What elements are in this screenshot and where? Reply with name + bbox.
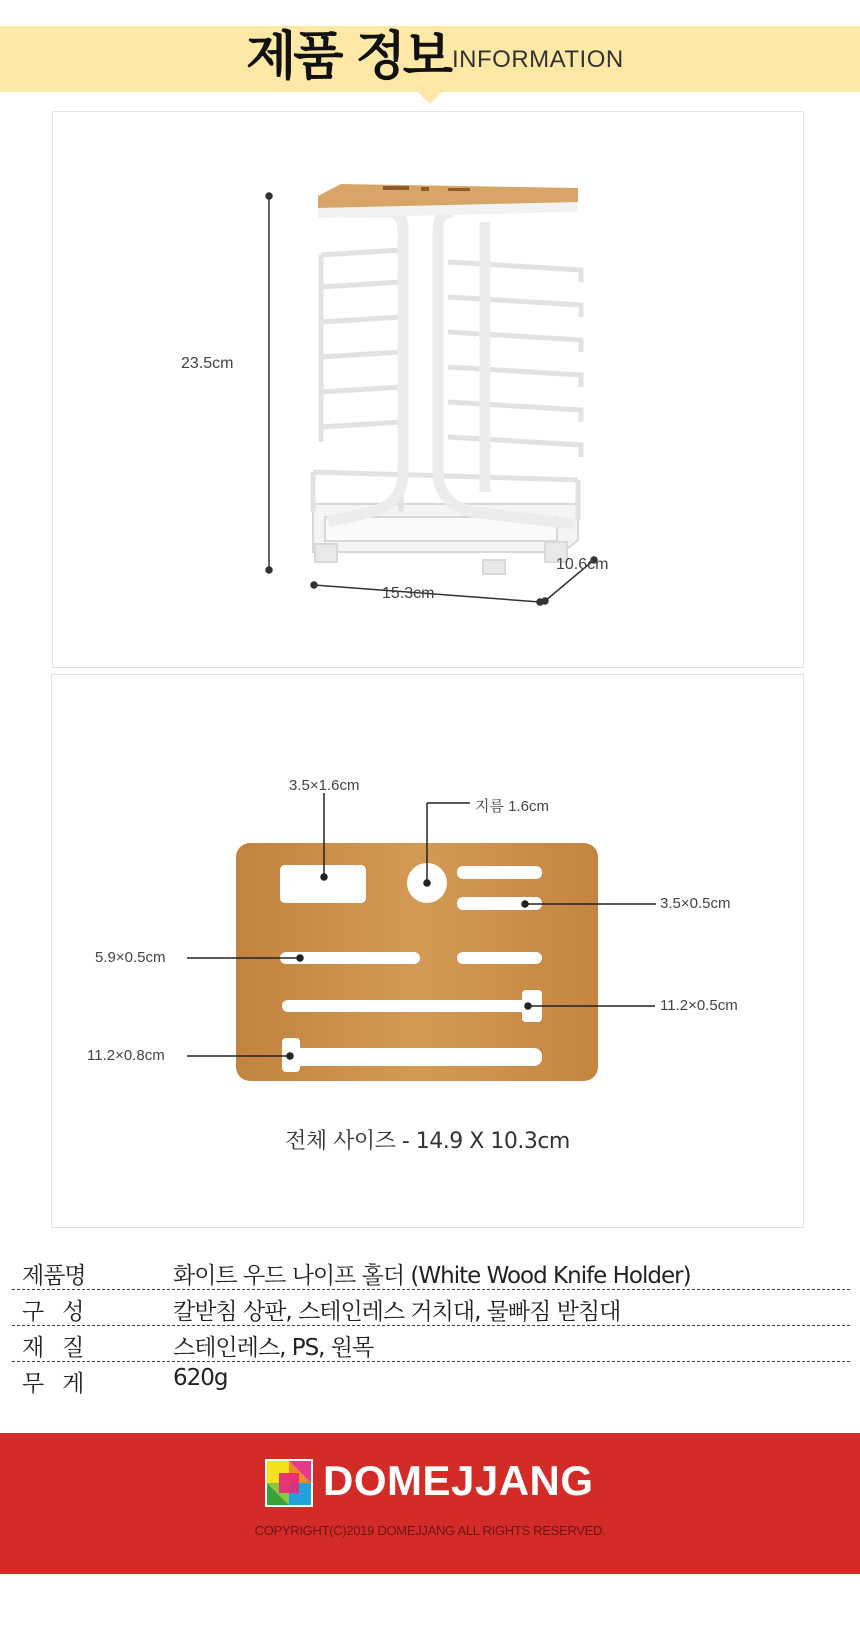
board-dimensions-panel (51, 674, 804, 1228)
wire-rack (313, 250, 581, 520)
spec-row (12, 1362, 850, 1397)
header-pointer (418, 92, 442, 104)
knife-holder-illustration (53, 112, 803, 667)
product-dimensions-panel (52, 111, 804, 668)
slot-left-middle-label: 5.9×0.5cm (95, 949, 166, 966)
section-subtitle: INFORMATION (452, 46, 624, 73)
spec-value: 620g (173, 1365, 228, 1391)
copyright-text: COPYRIGHT(C)2019 DOMEJJANG ALL RIGHTS RESERVED. (254, 1523, 606, 1538)
section-header (0, 26, 860, 92)
hole-diameter-label: 지름 1.6cm (475, 798, 549, 815)
spec-label: 구 성 (22, 1299, 84, 1325)
spec-label: 무 게 (22, 1371, 84, 1397)
spec-row (12, 1290, 850, 1326)
width-dimension-label: 15.3cm (382, 585, 435, 602)
slot-right-upper-label: 3.5×0.5cm (660, 895, 731, 912)
slot-top-left-label: 3.5×1.6cm (289, 777, 360, 794)
spec-label: 제품명 (22, 1263, 86, 1289)
section-title: 제품 정보 (246, 27, 451, 87)
spec-table (12, 1254, 850, 1397)
spec-row (12, 1326, 850, 1362)
spec-row (12, 1254, 850, 1290)
slot-long-lower-label: 11.2×0.8cm (87, 1047, 165, 1064)
brand-logo-icon (265, 1459, 313, 1507)
brand-name: DOMEJJANG (323, 1457, 594, 1504)
height-dimension-label: 23.5cm (181, 355, 234, 372)
depth-dimension-label: 10.6cm (556, 556, 609, 573)
spec-value: 스테인레스, PS, 원목 (173, 1335, 374, 1361)
spec-value: 칼받침 상판, 스테인레스 거치대, 물빠짐 받침대 (173, 1299, 621, 1325)
spec-label: 재 질 (22, 1335, 84, 1361)
wood-top (318, 184, 578, 218)
total-size-label: 전체 사이즈 - 14.9 X 10.3cm (285, 1129, 570, 1154)
brand-footer (0, 1433, 860, 1574)
spec-value: 화이트 우드 나이프 홀더 (White Wood Knife Holder) (173, 1263, 691, 1289)
slot-long-upper-label: 11.2×0.5cm (660, 997, 738, 1014)
